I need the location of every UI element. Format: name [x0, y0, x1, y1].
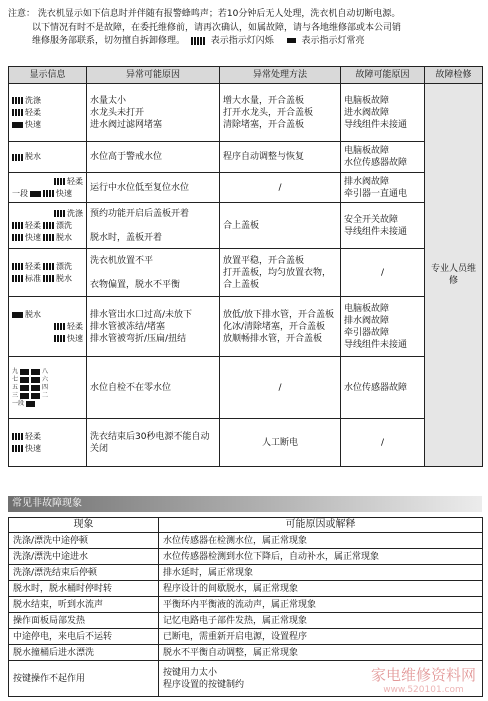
- indicator-icon: [31, 385, 40, 391]
- table-row: [9, 249, 483, 297]
- display-info: 轻柔 漂洗 标准 脱水: [9, 249, 87, 297]
- warning-note: [8, 8, 482, 49]
- header-explanation: 可能原因或解释: [159, 518, 483, 533]
- cause-cell: 水位高于警戒水位: [87, 142, 220, 173]
- table-row: 中途停电，来电后不运转 已断电，需重新开启电源，设置程序: [9, 629, 483, 645]
- fault-cell: 安全开关故障 导线组件未接通: [341, 203, 425, 249]
- fault-cell: 排水阀故障 牵引器一直通电: [341, 173, 425, 203]
- header-display: 显示信息: [9, 67, 87, 84]
- table-row: [9, 357, 483, 419]
- steady-indicator-icon: [287, 38, 296, 43]
- header-phenomenon: 现象: [9, 518, 159, 533]
- table-row: [9, 84, 483, 142]
- indicator-icon: [12, 154, 23, 161]
- fault-cell: 水位传感器故障: [341, 357, 425, 419]
- indicator-icon: [43, 190, 54, 197]
- indicator-icon: [43, 275, 54, 282]
- display-info: 轻柔 快速: [9, 419, 87, 467]
- table-row: 脱水时，脱水桶时停时转 程序设计的间歇脱水，属正常现象: [9, 581, 483, 597]
- indicator-icon: [54, 323, 65, 330]
- display-info: 九 八 七 六 五 四 三 二 一段: [9, 357, 87, 419]
- cause-cell: 排水管出水口过高/未放下 排水管被冻结/堵塞 排水管被弯折/压扁/扭结: [87, 297, 220, 357]
- indicator-icon: [12, 312, 23, 318]
- indicator-icon: [31, 377, 40, 383]
- method-cell: 放低/放下排水管，开合盖板 化冰/清除堵塞，开合盖板 放顺畅排水管，开合盖板: [220, 297, 341, 357]
- watermark: 家电维修资料网 www.520101.com: [370, 666, 476, 695]
- note-line-3: 维修服务部联系，切勿擅自拆卸修理。 表示指示灯闪烁 表示指示灯常亮: [32, 36, 365, 46]
- fault-cell: 电脑板故障 排水阀故障 牵引器故障 导线组件未接通: [341, 297, 425, 357]
- section-banner: [8, 496, 482, 512]
- indicator-icon: [20, 377, 29, 383]
- display-info: 洗涤 轻柔 漂洗 快速 脱水: [9, 203, 87, 249]
- header-fault: 故障可能原因: [341, 67, 425, 84]
- cause-cell: 洗衣机放置不平 衣物偏置，脱水不平衡: [87, 249, 220, 297]
- flashing-indicator-icon: [191, 37, 205, 45]
- display-info: 脱水: [9, 142, 87, 173]
- section-title: 常见非故障现象: [12, 498, 82, 509]
- cause-cell: 预约功能开启后盖板开着 脱水时，盖板开着: [87, 203, 220, 249]
- display-info: 脱水 轻柔 快速: [9, 297, 87, 357]
- indicator-icon: [26, 401, 35, 407]
- table-row: [9, 142, 483, 173]
- fault-cell: 电脑板故障 水位传感器故障: [341, 142, 425, 173]
- method-cell: 人工断电: [220, 419, 341, 467]
- indicator-icon: [20, 369, 29, 375]
- cause-cell: 洗衣结束后30秒电源不能自动关闭: [87, 419, 220, 467]
- table-row: [9, 173, 483, 203]
- cause-cell: 水量太小 水龙头未打开 进水阀过滤网堵塞: [87, 84, 220, 142]
- indicator-icon: [12, 445, 23, 452]
- table-row: 洗涤/漂洗结束后停顿 排水延时，属正常现象: [9, 565, 483, 581]
- display-info: 洗涤 轻柔 快速: [9, 84, 87, 142]
- note-line-1: 注意： 洗衣机显示如下信息时并伴随有报警蜂鸣声；若10分钟后无人处理，洗衣机自动切断电源。: [8, 9, 401, 19]
- fault-cell: /: [341, 419, 425, 467]
- fault-cell: 电脑板故障 进水阀故障 导线组件未接通: [341, 84, 425, 142]
- fault-table: [8, 66, 483, 467]
- indicator-icon: [54, 335, 65, 342]
- cause-cell: 水位自检不在零水位: [87, 357, 220, 419]
- indicator-icon: [54, 210, 65, 217]
- method-cell: /: [220, 357, 341, 419]
- table-row: [9, 297, 483, 357]
- indicator-icon: [12, 263, 23, 270]
- indicator-icon: [43, 222, 54, 229]
- table-row: 按键操作不起作用 按键用力太小 程序设置的按键制约: [9, 661, 483, 697]
- indicator-icon: [12, 222, 23, 229]
- indicator-icon: [54, 178, 65, 185]
- method-cell: 放置平稳，开合盖板 打开盖板，均匀放置衣物，合上盖板: [220, 249, 341, 297]
- indicator-icon: [12, 109, 23, 116]
- indicator-icon: [12, 122, 23, 128]
- table-row: 脱水结束，听到水流声 平衡环内平衡液的流动声，属正常现象: [9, 597, 483, 613]
- indicator-icon: [43, 234, 54, 241]
- indicator-icon: [20, 393, 29, 399]
- indicator-icon: [31, 393, 40, 399]
- indicator-icon: [30, 191, 41, 197]
- display-info: 轻柔 一段 快速: [9, 173, 87, 203]
- indicator-icon: [31, 369, 40, 375]
- header-repair: 故障检修: [425, 67, 483, 84]
- indicator-icon: [12, 433, 23, 440]
- header-method: 异常处理方法: [220, 67, 341, 84]
- method-cell: 程序自动调整与恢复: [220, 142, 341, 173]
- method-cell: 增大水量，开合盖板 打开水龙头，开合盖板 清除堵塞，开合盖板: [220, 84, 341, 142]
- table-row: 洗涤/漂洗中途停顿 水位传感器在检测水位，属正常现象: [9, 533, 483, 549]
- indicator-icon: [20, 385, 29, 391]
- indicator-icon: [12, 234, 23, 241]
- fault-cell: /: [341, 249, 425, 297]
- indicator-icon: [12, 97, 23, 104]
- cause-cell: 运行中水位低至复位水位: [87, 173, 220, 203]
- table-row: [9, 203, 483, 249]
- table-row: 洗涤/漂洗中途进水 水位传感器检测到水位下降后，自动补水，属正常现象: [9, 549, 483, 565]
- note-line-2: 以下情况有时不是故障，在委托维修前，请再次确认，如属故障，请与各地维修部或本公司销: [32, 22, 402, 33]
- method-cell: 合上盖板: [220, 203, 341, 249]
- header-cause: 异常可能原因: [87, 67, 220, 84]
- indicator-icon: [12, 275, 23, 282]
- method-cell: /: [220, 173, 341, 203]
- table-row: 操作面板局部发热 记忆电路电子部件发热，属正常现象: [9, 613, 483, 629]
- indicator-icon: [43, 263, 54, 270]
- table-row: [9, 419, 483, 467]
- repair-cell: 专业人员维修: [425, 84, 483, 467]
- table-row: 脱水撞桶后进水漂洗 脱水不平衡自动调整，属正常现象: [9, 645, 483, 661]
